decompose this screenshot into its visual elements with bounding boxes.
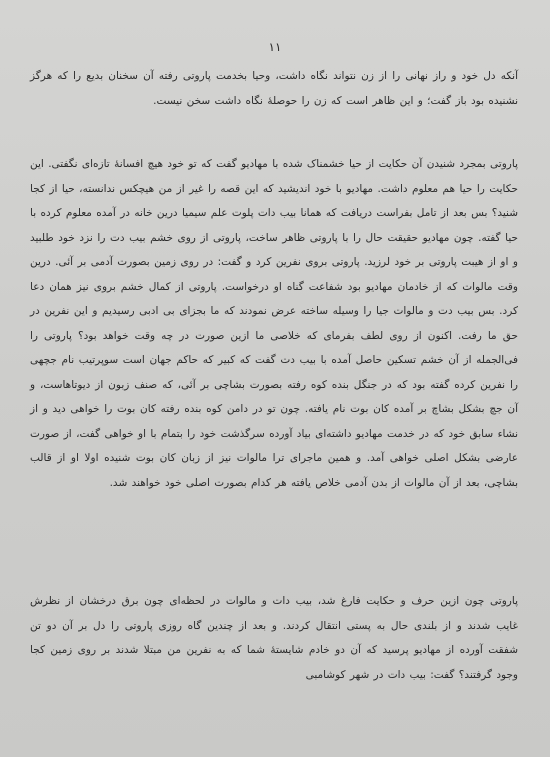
paragraph-3: پاروتی چون ازین حرف و حکایت فارغ شد، بیب دات و مالوات در لحظه‌ای چون برق درخشان از نظرش غایب شدند و از بلندی حال به پستی انتقال کردند. و بعد از چندین گاه روزی پاروتی را دل بر آن دو تن شفقت آورده از مهادیو پرسید که آن دو خادم شایستهٔ شما که به نفرین من مبتلا شدند بر روی زمین کجا وجود گرفتند؟ گفت: بیب دات در شهر کوشامبی — [30, 595, 518, 681]
paragraph-2: پاروتی بمجرد شنیدن آن حکایت از حیا خشمناک شده با مهادیو گفت که تو خود هیچ افسانهٔ تازه‌ای نگفتی. این حکایت را حیا هم معلوم داشت. مهادیو با خود اندیشید که این قصه را غیر از من هیچکس ندانسته، حیا از کجا شنید؟ بس بعد از تامل بفراست دریافت که همانا بیب دات پلوت علم سیمیا درین خانه در آمده معلوم کرده با حیا گفته. چون مهادیو حقیقت حال را با پاروتی ظاهر ساخت، پاروتی از روی خشم بیب دت را نزد خود طلبید و او از هیبت پاروتی بر خود لرزید. پاروتی بروی نفرین کرد و گفت: در روی زمین بصورت آدمی بر آئی. درین وقت مالوات که از خادمان مهادیو بود شفاعت گناه او درخواست. پاروتی از کمال خشم بروی نیز همان دعا کرد. بس بیب دت و مالوات جیا را وسیله ساخته عرض نمودند که ما بجزای بی ادبی رسیدیم و این نفرین در حق ما رفت. اکنون از روی لطف بفرمای که خلاصی ما ازین صورت در چه وقت خواهد بود؟ پاروتی را فی‌الجمله از آن خشم تسکین حاصل آمده با بیب دت گفت که کبیر که حاکم جهان است سوپرتیب نام جچهی را نفرین کرده گفته بود که در جنگل بنده کوه رفته بصورت بشاچی بر آئی، که صنف زبون از دیوتاهاست، و آن جچ بشکل بشاچ بر آمده کان بوت نام یافته. چون تو در دامن کوه بنده رفته کان بوت را خواهی دید و از نشاء سابق خود که در خدمت مهادیو داشته‌ای بیاد آورده سرگذشت خود را بتمام با او خواهی گفت، از صورت عارضی بشکل اصلی خواهی آمد. و همین ماجرای ترا مالوات نیز از زبان کان بوت شنیده اولا او از قالب بشاچی، بعد از آن مالوات از بدن آدمی خلاص یافته هر کدام بصورت اصلی خود خواهند شد. — [30, 158, 518, 489]
paragraph-1: آنکه دل خود و راز نهانی را از زن نتواند نگاه داشت، وحیا بخدمت پاروتی رفته آن سخنان بدیع را که هرگز نشنیده بود باز گفت؛ و این ظاهر است که زن را حوصلهٔ نگاه داشت سخن نیست. — [30, 70, 518, 107]
page-number: ١١ — [268, 40, 282, 54]
